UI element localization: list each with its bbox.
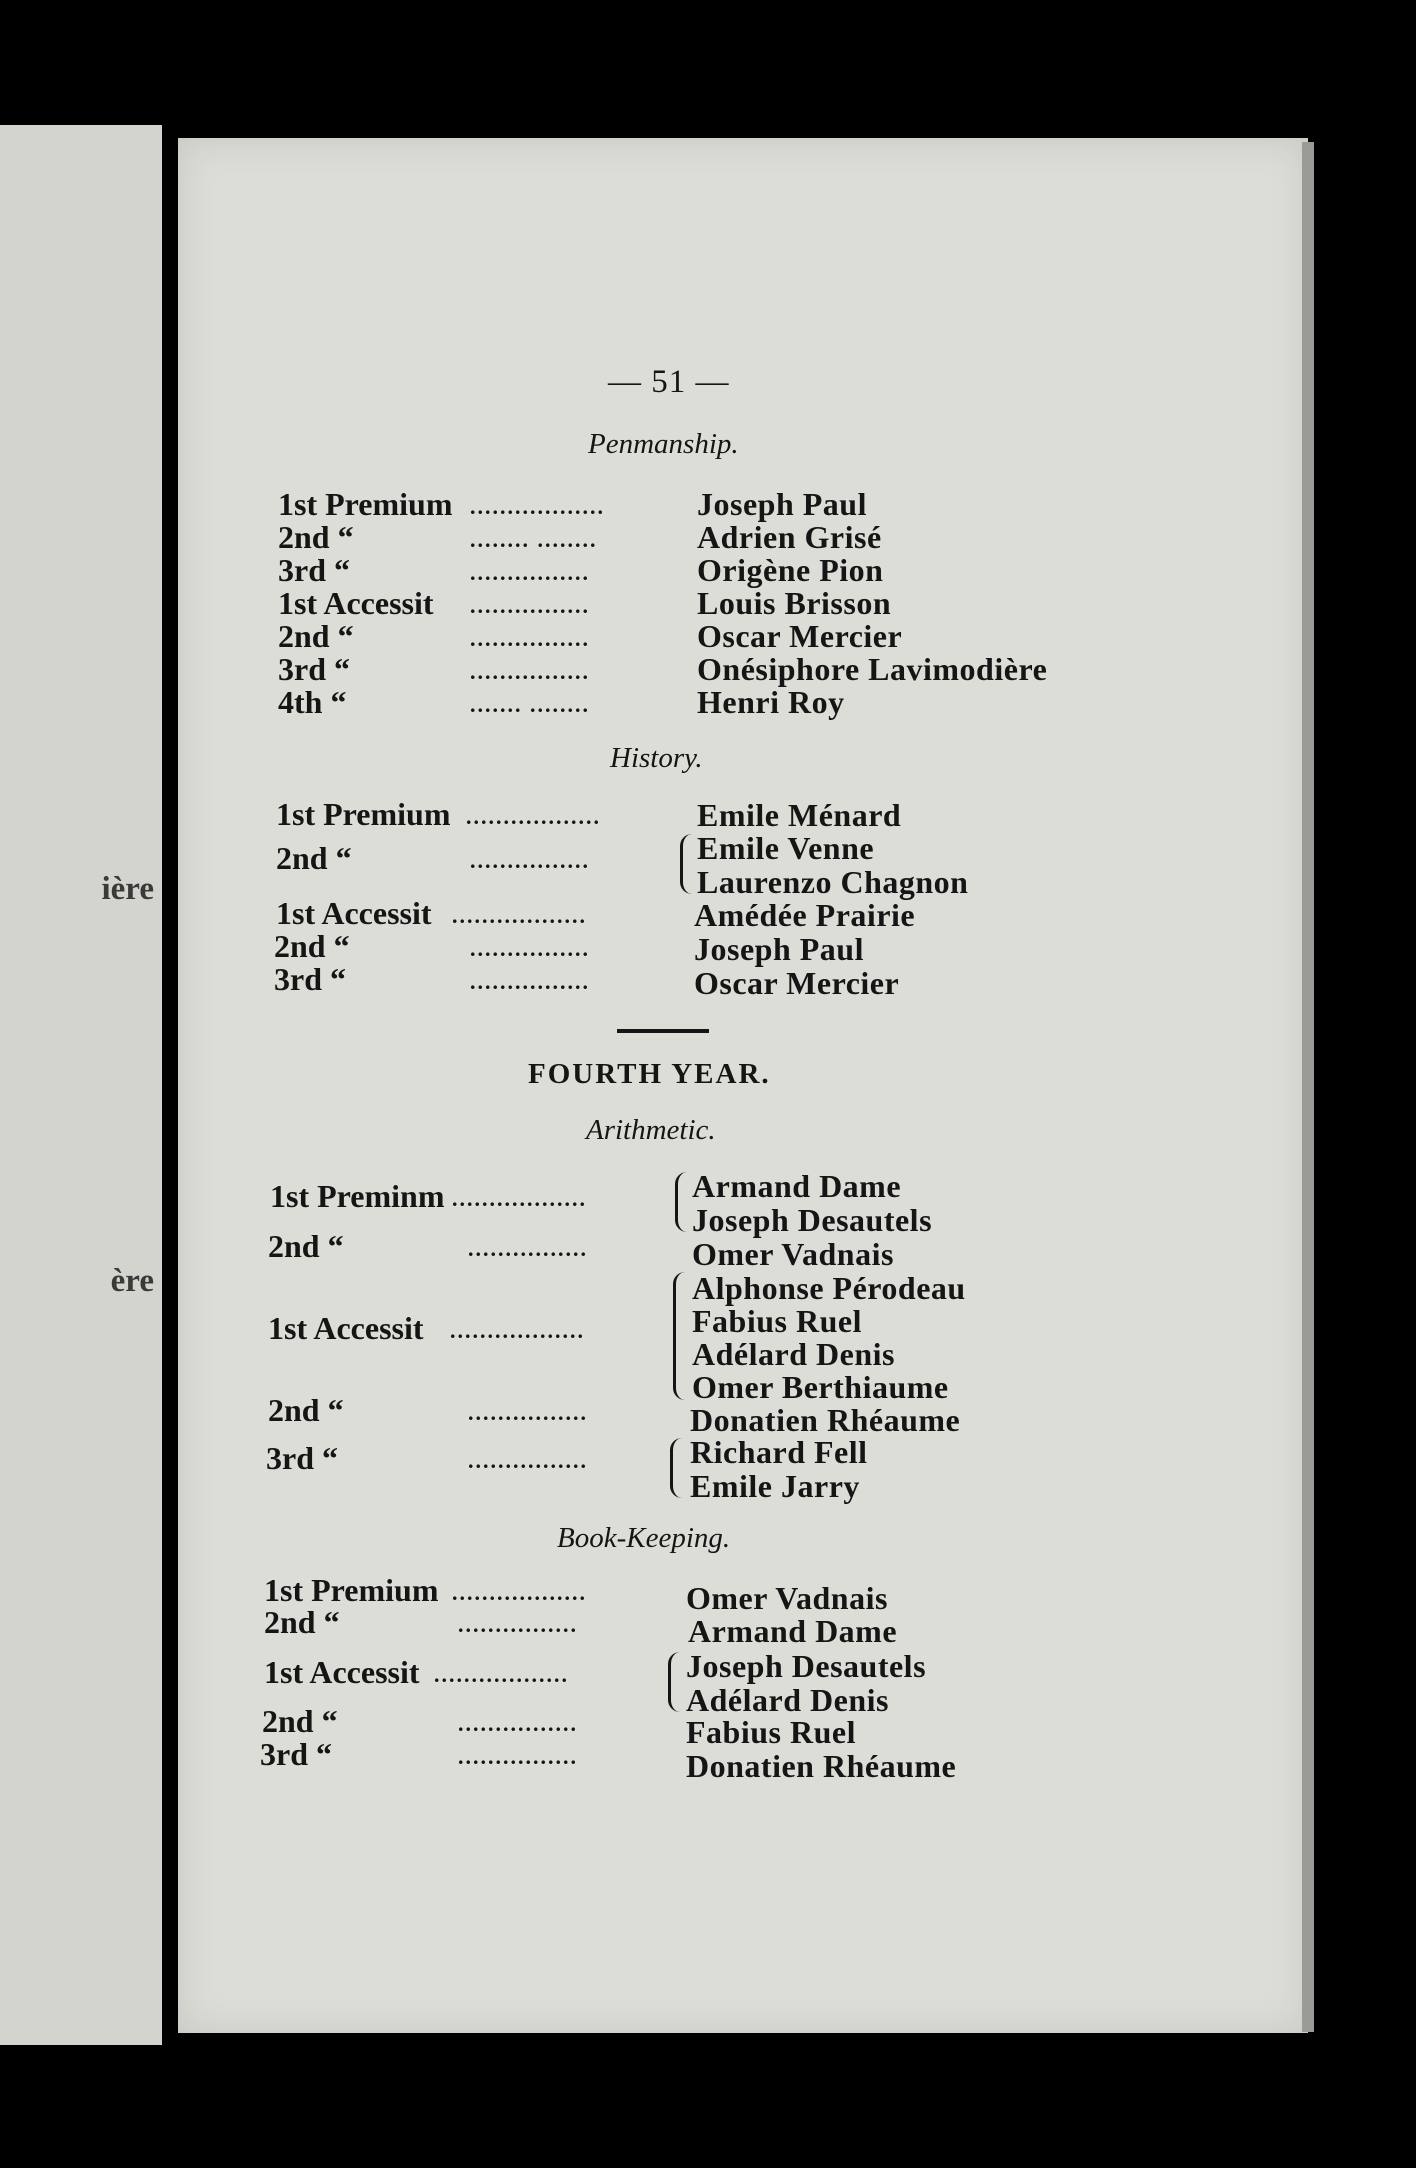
book-keeping-name: Omer Vadnais bbox=[686, 1580, 888, 1616]
grouping-brace bbox=[680, 834, 697, 894]
left-page-fragment: ère bbox=[110, 1263, 154, 1299]
leader-dots: ................ bbox=[468, 1448, 588, 1473]
arithmetic-name: Emile Jarry bbox=[690, 1468, 860, 1504]
leader-dots: ................ bbox=[470, 626, 590, 651]
grouping-brace bbox=[675, 1172, 692, 1232]
penmanship-name: Origène Pion bbox=[697, 552, 884, 588]
book-keeping-label: 1st Accessit bbox=[264, 1654, 420, 1690]
book-keeping-name: Joseph Desautels bbox=[686, 1648, 927, 1684]
arithmetic-name: Omer Vadnais bbox=[692, 1236, 894, 1272]
penmanship-name: Louis Brisson bbox=[697, 585, 892, 621]
grouping-brace bbox=[673, 1272, 690, 1400]
arithmetic-label: 2nd “ bbox=[268, 1392, 344, 1428]
leader-dots: ................ bbox=[470, 848, 590, 873]
page-edge-shadow bbox=[1302, 142, 1314, 2032]
penmanship-name: Onésiphore Lavimodière bbox=[697, 651, 1048, 687]
arithmetic-label: 1st Accessit bbox=[268, 1310, 424, 1346]
penmanship-label: 4th “ bbox=[278, 684, 347, 720]
history-name: Laurenzo Chagnon bbox=[697, 864, 969, 900]
page-number: — 51 — bbox=[608, 364, 730, 400]
section-divider bbox=[617, 1029, 709, 1033]
history-name: Emile Ménard bbox=[697, 797, 902, 833]
penmanship-label: 1st Premium bbox=[278, 486, 453, 522]
arithmetic-name: Richard Fell bbox=[690, 1434, 868, 1470]
penmanship-label: 1st Accessit bbox=[278, 585, 434, 621]
penmanship-label: 3rd “ bbox=[278, 552, 350, 588]
book-keeping-label: 1st Premium bbox=[264, 1572, 439, 1608]
arithmetic-name: Adélard Denis bbox=[692, 1336, 895, 1372]
arithmetic-name: Armand Dame bbox=[692, 1168, 902, 1204]
book-keeping-name: Adélard Denis bbox=[686, 1682, 889, 1718]
penmanship-name: Adrien Grisé bbox=[697, 519, 882, 555]
history-label: 1st Premium bbox=[276, 796, 451, 832]
leader-dots: .................. bbox=[452, 1186, 587, 1211]
book-keeping-label: 2nd “ bbox=[264, 1604, 340, 1640]
leader-dots: ................ bbox=[470, 659, 590, 684]
penmanship-label: 2nd “ bbox=[278, 519, 354, 555]
leader-dots: .................. bbox=[434, 1662, 569, 1687]
book-keeping-label: 2nd “ bbox=[262, 1703, 338, 1739]
history-label: 1st Accessit bbox=[276, 895, 432, 931]
arithmetic-heading: Arithmetic. bbox=[586, 1114, 716, 1146]
leader-dots: ................ bbox=[458, 1612, 578, 1637]
penmanship-label: 3rd “ bbox=[278, 651, 350, 687]
book-keeping-label: 3rd “ bbox=[260, 1736, 332, 1772]
arithmetic-label: 1st Preminm bbox=[270, 1178, 445, 1214]
penmanship-heading: Penmanship. bbox=[588, 428, 739, 460]
leader-dots: ................ bbox=[470, 593, 590, 618]
history-name: Joseph Paul bbox=[694, 931, 864, 967]
arithmetic-name: Donatien Rhéaume bbox=[690, 1402, 961, 1438]
penmanship-name: Joseph Paul bbox=[697, 486, 867, 522]
book-keeping-name: Donatien Rhéaume bbox=[686, 1748, 957, 1784]
history-name: Emile Venne bbox=[697, 830, 875, 866]
leader-dots: ....... ........ bbox=[470, 692, 590, 717]
grouping-brace bbox=[668, 1652, 685, 1712]
leader-dots: ................ bbox=[470, 969, 590, 994]
leader-dots: ................ bbox=[458, 1744, 578, 1769]
arithmetic-name: Joseph Desautels bbox=[692, 1202, 933, 1238]
penmanship-name: Oscar Mercier bbox=[697, 618, 903, 654]
leader-dots: .................. bbox=[466, 804, 601, 829]
history-label: 2nd “ bbox=[276, 840, 352, 876]
history-label: 2nd “ bbox=[274, 928, 350, 964]
leader-dots: ................ bbox=[470, 560, 590, 585]
previous-page-edge bbox=[0, 125, 162, 2045]
fourth-year-title: FOURTH YEAR. bbox=[528, 1058, 771, 1090]
arithmetic-name: Alphonse Pérodeau bbox=[692, 1270, 966, 1306]
penmanship-name: Henri Roy bbox=[697, 684, 845, 720]
left-page-fragment: ière bbox=[101, 871, 154, 907]
book-keeping-name: Fabius Ruel bbox=[686, 1714, 856, 1750]
arithmetic-name: Fabius Ruel bbox=[692, 1303, 862, 1339]
arithmetic-label: 3rd “ bbox=[266, 1440, 338, 1476]
arithmetic-name: Omer Berthiaume bbox=[692, 1369, 949, 1405]
leader-dots: ................ bbox=[470, 936, 590, 961]
leader-dots: ................ bbox=[458, 1711, 578, 1736]
leader-dots: .................. bbox=[452, 903, 587, 928]
leader-dots: ........ ........ bbox=[470, 527, 598, 552]
book-keeping-heading: Book-Keeping. bbox=[557, 1522, 731, 1554]
leader-dots: .................. bbox=[470, 494, 605, 519]
leader-dots: .................. bbox=[450, 1318, 585, 1343]
leader-dots: .................. bbox=[452, 1580, 587, 1605]
leader-dots: ................ bbox=[468, 1400, 588, 1425]
grouping-brace bbox=[670, 1438, 687, 1498]
history-heading: History. bbox=[610, 742, 703, 774]
arithmetic-label: 2nd “ bbox=[268, 1228, 344, 1264]
book-keeping-name: Armand Dame bbox=[688, 1613, 898, 1649]
penmanship-label: 2nd “ bbox=[278, 618, 354, 654]
history-name: Oscar Mercier bbox=[694, 965, 900, 1001]
history-label: 3rd “ bbox=[274, 961, 346, 997]
leader-dots: ................ bbox=[468, 1236, 588, 1261]
history-name: Amédée Prairie bbox=[694, 897, 916, 933]
